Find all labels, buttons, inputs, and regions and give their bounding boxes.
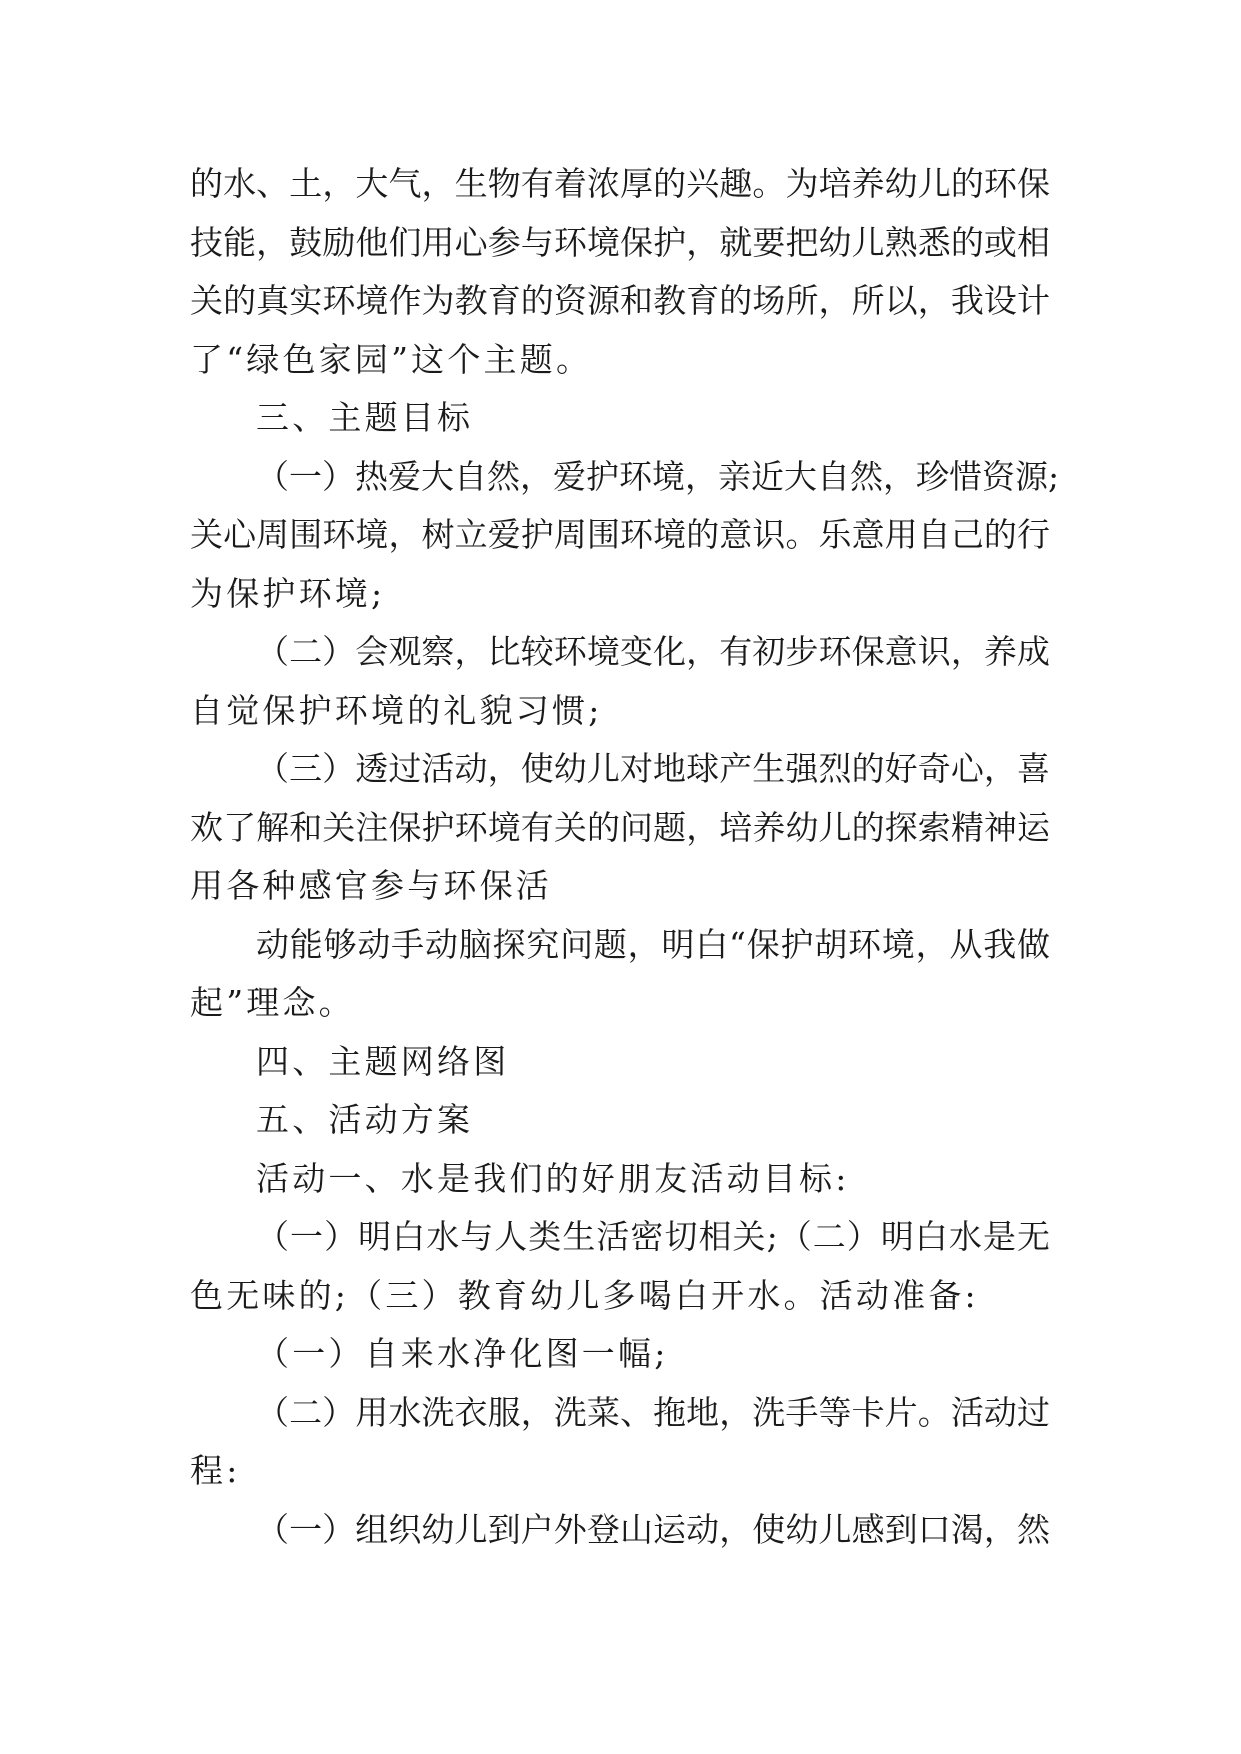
- body-text-line: （一）明白水与人类生活密切相关;（二）明白水是无: [256, 1217, 1050, 1256]
- body-text-line: 色无味的;（三）教育幼儿多喝白开水。活动准备:: [190, 1276, 979, 1315]
- body-text-line: 用各种感官参与环保活: [190, 866, 552, 905]
- body-text-line: 自觉保护环境的礼貌习惯;: [190, 691, 603, 730]
- body-text-line: 关心周围环境，树立爱护周围环境的意识。乐意用自己的行: [190, 515, 1050, 554]
- body-text-line: 起”理念。: [190, 983, 355, 1022]
- body-text-line: 动能够动手动脑探究问题，明白“保护胡环境，从我做: [256, 925, 1050, 964]
- body-text-line: （三）透过活动，使幼儿对地球产生强烈的好奇心，喜: [256, 749, 1050, 788]
- body-text-line: 关的真实环境作为教育的资源和教育的场所，所以，我设计: [190, 281, 1050, 320]
- body-text-line: 活动一、水是我们的好朋友活动目标:: [256, 1159, 850, 1198]
- body-text-line: 了“绿色家园”这个主题。: [190, 340, 593, 379]
- section-heading: 三、主题目标: [256, 398, 474, 437]
- body-text-line: （二）用水洗衣服，洗菜、拖地，洗手等卡片。活动过: [256, 1393, 1050, 1432]
- body-text-line: 技能，鼓励他们用心参与环境保护，就要把幼儿熟悉的或相: [190, 223, 1050, 262]
- body-text-line: （一）自来水净化图一幅;: [256, 1334, 669, 1373]
- body-text-line: 的水、土，大气，生物有着浓厚的兴趣。为培养幼儿的环保: [190, 164, 1050, 203]
- body-text-line: （二）会观察，比较环境变化，有初步环保意识，养成: [256, 632, 1050, 671]
- body-text-line: （一）热爱大自然，爱护环境，亲近大自然，珍惜资源;: [256, 457, 1060, 496]
- section-heading: 四、主题网络图: [256, 1042, 510, 1081]
- section-heading: 五、活动方案: [256, 1100, 474, 1139]
- body-text-line: 欢了解和关注保护环境有关的问题，培养幼儿的探索精神运: [190, 808, 1050, 847]
- body-text-line: 为保护环境;: [190, 574, 386, 613]
- body-text-line: 程:: [190, 1451, 241, 1490]
- body-text-line: （一）组织幼儿到户外登山运动，使幼儿感到口渴，然: [256, 1510, 1050, 1549]
